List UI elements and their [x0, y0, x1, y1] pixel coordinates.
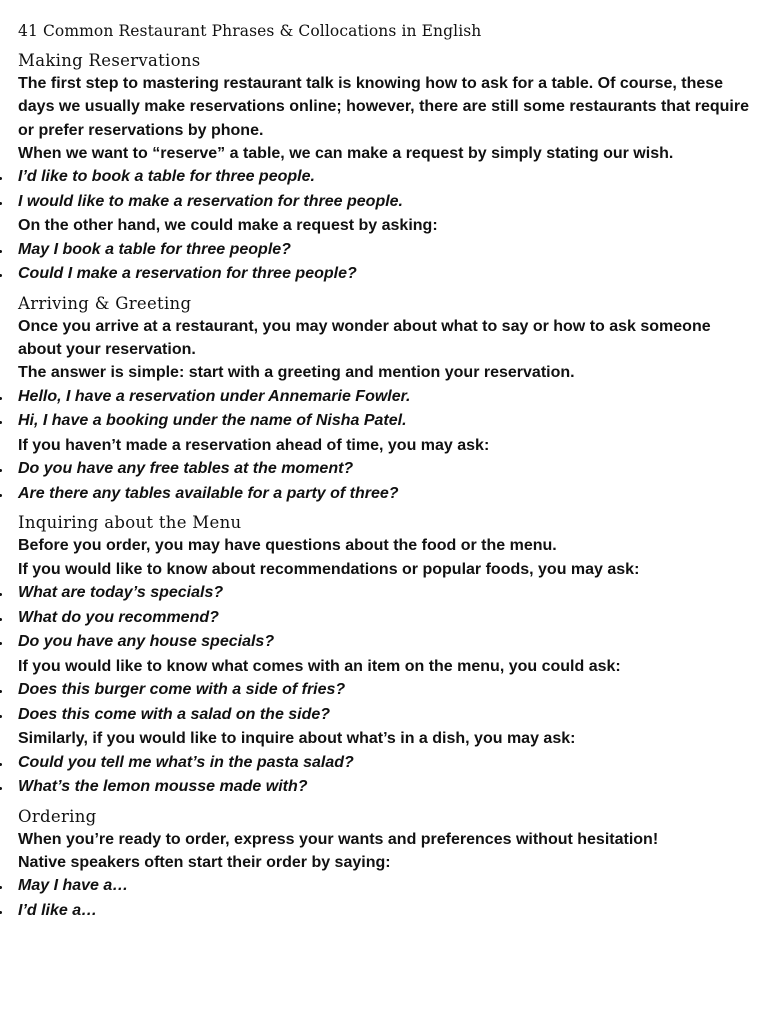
- example-phrase: [18, 457, 758, 482]
- paragraph: If you haven’t made a reservation ahead of time, you may ask:: [18, 436, 490, 454]
- example-phrase: [18, 165, 758, 190]
- example-text: Are there any tables available for a party of three?: [18, 484, 399, 502]
- document-page: [18, 20, 758, 924]
- example-text: Hi, I have a booking under the name of Nisha Patel.: [18, 412, 407, 430]
- example-phrase: [18, 899, 758, 924]
- example-phrase: [18, 190, 758, 215]
- example-text: What do you recommend?: [18, 608, 219, 626]
- example-text: Do you have any free tables at the moment?: [18, 460, 354, 478]
- example-text: What’s the lemon mousse made with?: [18, 778, 308, 796]
- example-text: I’d like a…: [18, 901, 98, 919]
- example-phrase: [18, 262, 758, 287]
- section-arriving-greeting: [18, 292, 758, 507]
- example-phrase: [18, 703, 758, 728]
- paragraph: Once you arrive at a restaurant, you may wonder about what to say or how to ask someone about your reservation.: [18, 317, 711, 359]
- section-heading: Inquiring about the Menu: [18, 513, 242, 533]
- example-phrase: [18, 385, 758, 410]
- section-ordering: [18, 805, 758, 924]
- example-phrase: [18, 581, 758, 606]
- section-heading: Ordering: [18, 806, 97, 826]
- example-phrase: [18, 751, 758, 776]
- example-text: Hello, I have a reservation under Annemarie Fowler.: [18, 387, 411, 405]
- example-text: I would like to make a reservation for three people.: [18, 192, 403, 210]
- example-text: Does this burger come with a side of fries?: [18, 681, 346, 699]
- section-inquiring-menu: [18, 511, 758, 799]
- paragraph: Before you order, you may have questions about the food or the menu.: [18, 537, 557, 555]
- example-phrase: [18, 775, 758, 800]
- section-heading: Making Reservations: [18, 51, 201, 70]
- example-phrase: [18, 630, 758, 655]
- paragraph: If you would like to know about recommendations or popular foods, you may ask:: [18, 560, 640, 578]
- example-phrase: [18, 409, 758, 434]
- example-text: May I have a…: [18, 877, 129, 895]
- example-text: Could you tell me what’s in the pasta salad?: [18, 753, 354, 771]
- section-heading: Arriving & Greeting: [18, 293, 192, 313]
- paragraph: The answer is simple: start with a greeting and mention your reservation.: [18, 364, 575, 382]
- example-phrase: [18, 874, 758, 899]
- paragraph: If you would like to know what comes with an item on the menu, you could ask:: [18, 657, 621, 675]
- example-phrase: [18, 238, 758, 263]
- section-making-reservations: [18, 49, 758, 287]
- example-text: Could I make a reservation for three people?: [18, 265, 357, 283]
- document-title: 41 Common Restaurant Phrases & Collocations in English: [18, 22, 482, 40]
- paragraph: Similarly, if you would like to inquire about what’s in a dish, you may ask:: [18, 730, 576, 748]
- example-text: What are today’s specials?: [18, 584, 224, 602]
- example-phrase: [18, 606, 758, 631]
- paragraph: When we want to “reserve” a table, we can make a request by simply stating our wish.: [18, 144, 674, 162]
- example-text: Do you have any house specials?: [18, 633, 275, 651]
- paragraph: The first step to mastering restaurant talk is knowing how to ask for a table. Of course, these days we usually make reservations online; however, there are still some restaurants that require or prefer reservations by phone.: [18, 75, 749, 139]
- paragraph: Native speakers often start their order by saying:: [18, 854, 391, 872]
- paragraph: On the other hand, we could make a request by asking:: [18, 217, 438, 235]
- example-text: May I book a table for three people?: [18, 240, 291, 258]
- paragraph: When you’re ready to order, express your wants and preferences without hesitation!: [18, 830, 659, 848]
- example-phrase: [18, 678, 758, 703]
- example-phrase: [18, 482, 758, 507]
- example-text: I’d like to book a table for three people.: [18, 168, 315, 186]
- example-text: Does this come with a salad on the side?: [18, 705, 331, 723]
